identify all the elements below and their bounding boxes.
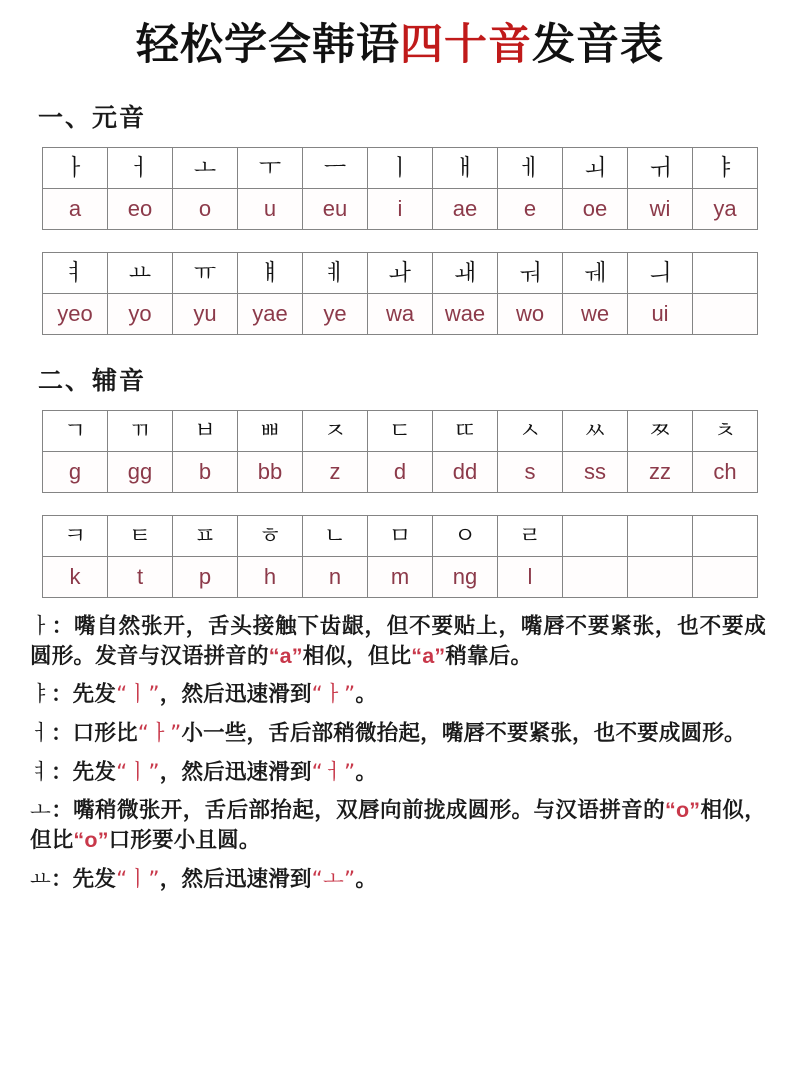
note-eo xyxy=(30,719,766,749)
romanization-cell: ya xyxy=(693,189,758,230)
note-segment: 口形要小且圆。 xyxy=(108,827,261,852)
note-segment: “ㅗ” xyxy=(311,866,356,892)
note-segment: 。 xyxy=(355,759,378,784)
note-segment: “a” xyxy=(411,643,446,668)
page-title-part2: 发音表 xyxy=(532,21,664,69)
note-segment: ：口形比 xyxy=(50,720,138,745)
hangul-cell: ㅏ xyxy=(43,148,108,189)
hangul-cell: ㅔ xyxy=(498,148,563,189)
note-segment: ㅏ xyxy=(30,614,51,639)
table-row-glyphs xyxy=(43,411,758,452)
hangul-cell: ㅇ xyxy=(433,516,498,557)
hangul-cell: ㅅ xyxy=(498,411,563,452)
note-segment: “o” xyxy=(73,827,109,852)
hangul-cell: ㅠ xyxy=(173,253,238,294)
section-heading-consonants: 二、辅音 xyxy=(38,367,147,395)
note-segment: “o” xyxy=(665,798,701,823)
hangul-cell: ㅃ xyxy=(238,411,303,452)
note-segment: “ㅏ” xyxy=(311,682,356,708)
page-title-highlight: 四十音 xyxy=(400,21,532,69)
hangul-cell: ㅎ xyxy=(238,516,303,557)
romanization-cell: p xyxy=(173,557,238,598)
hangul-cell: ㅈ xyxy=(303,411,368,452)
vowel-table-2-wrapper xyxy=(0,252,800,335)
note-segment: ㅕ xyxy=(30,759,51,785)
hangul-cell: ㅓ xyxy=(108,148,173,189)
romanization-cell: t xyxy=(108,557,173,598)
page-title xyxy=(0,0,800,67)
page-title-part1: 轻松学会韩语 xyxy=(136,21,400,69)
section-heading-vowels: 一、元音 xyxy=(38,104,147,132)
note-segment: ㅑ xyxy=(30,682,51,708)
note-segment: ：嘴稍微张开，舌后部抬起，双唇向前拢成圆形。与汉语拼音的 xyxy=(50,798,665,823)
note-segment: ，然后迅速滑到 xyxy=(159,759,312,784)
romanization-cell: l xyxy=(498,557,563,598)
consonant-table-2 xyxy=(42,515,758,598)
romanization-cell: d xyxy=(368,452,433,493)
romanization-cell: bb xyxy=(238,452,303,493)
hangul-cell: ㅌ xyxy=(108,516,173,557)
romanization-cell: n xyxy=(303,557,368,598)
romanization-cell: eo xyxy=(108,189,173,230)
hangul-cell: ㅣ xyxy=(368,148,433,189)
hangul-cell xyxy=(693,253,758,294)
romanization-cell: yeo xyxy=(43,294,108,335)
note-segment: ㅗ xyxy=(30,798,51,824)
romanization-cell: wa xyxy=(368,294,433,335)
romanization-cell: ss xyxy=(563,452,628,493)
note-a xyxy=(30,612,766,671)
romanization-cell: m xyxy=(368,557,433,598)
hangul-cell: ㅒ xyxy=(238,253,303,294)
romanization-cell: eu xyxy=(303,189,368,230)
hangul-cell: ㅉ xyxy=(628,411,693,452)
note-segment: ，然后迅速滑到 xyxy=(159,866,312,891)
note-segment: ：先发 xyxy=(50,866,117,891)
romanization-cell: g xyxy=(43,452,108,493)
hangul-cell: ㅁ xyxy=(368,516,433,557)
note-segment: ：嘴自然张开，舌头接触下齿龈，但不要贴上，嘴唇不要紧张，也不要成圆形。发音与汉语拼音的 xyxy=(30,614,766,668)
note-segment: 相似，但比 xyxy=(30,798,766,852)
romanization-cell xyxy=(628,557,693,598)
romanization-cell: s xyxy=(498,452,563,493)
hangul-cell: ㄷ xyxy=(368,411,433,452)
hangul-cell: ㅖ xyxy=(303,253,368,294)
hangul-cell: ㄹ xyxy=(498,516,563,557)
romanization-cell: z xyxy=(303,452,368,493)
romanization-cell: a xyxy=(43,189,108,230)
romanization-cell: e xyxy=(498,189,563,230)
hangul-cell: ㄲ xyxy=(108,411,173,452)
romanization-cell: wo xyxy=(498,294,563,335)
hangul-cell xyxy=(628,516,693,557)
romanization-cell: zz xyxy=(628,452,693,493)
note-segment: ，然后迅速滑到 xyxy=(159,682,312,707)
table-row-romanizations xyxy=(43,452,758,493)
hangul-cell: ㅑ xyxy=(693,148,758,189)
hangul-cell: ㅋ xyxy=(43,516,108,557)
note-segment: 小一些，舌后部稍微抬起，嘴唇不要紧张，也不要成圆形。 xyxy=(181,720,746,745)
note-segment: ㅛ xyxy=(30,866,51,892)
note-yeo xyxy=(30,758,766,788)
hangul-cell: ㅍ xyxy=(173,516,238,557)
romanization-cell: wi xyxy=(628,189,693,230)
vowel-table-1-wrapper xyxy=(0,147,800,230)
note-segment: 稍靠后。 xyxy=(445,643,533,668)
romanization-cell: ae xyxy=(433,189,498,230)
hangul-cell: ㄸ xyxy=(433,411,498,452)
hangul-cell: ㅜ xyxy=(238,148,303,189)
romanization-cell: yae xyxy=(238,294,303,335)
hangul-cell: ㅟ xyxy=(628,148,693,189)
romanization-cell: h xyxy=(238,557,303,598)
hangul-cell: ㅛ xyxy=(108,253,173,294)
pronunciation-notes xyxy=(0,598,800,894)
consonant-table-1-wrapper xyxy=(0,410,800,493)
table-row-romanizations xyxy=(43,189,758,230)
romanization-cell: wae xyxy=(433,294,498,335)
note-segment: “ㅣ” xyxy=(116,759,160,785)
hangul-cell: ㄱ xyxy=(43,411,108,452)
table-row-glyphs xyxy=(43,253,758,294)
hangul-cell: ㅊ xyxy=(693,411,758,452)
romanization-cell: ng xyxy=(433,557,498,598)
romanization-cell: o xyxy=(173,189,238,230)
hangul-cell: ㄴ xyxy=(303,516,368,557)
romanization-cell: ch xyxy=(693,452,758,493)
note-segment: “a” xyxy=(268,643,303,668)
consonant-table-2-wrapper xyxy=(0,515,800,598)
note-segment: ㅓ xyxy=(30,720,51,746)
romanization-cell: ye xyxy=(303,294,368,335)
romanization-cell: b xyxy=(173,452,238,493)
note-yo xyxy=(30,865,766,895)
hangul-cell: ㅡ xyxy=(303,148,368,189)
vowel-table-1 xyxy=(42,147,758,230)
hangul-cell: ㅂ xyxy=(173,411,238,452)
romanization-cell: oe xyxy=(563,189,628,230)
note-segment: “ㅣ” xyxy=(116,866,160,892)
note-segment: 相似，但比 xyxy=(302,643,412,668)
note-segment: ：先发 xyxy=(50,682,117,707)
note-ya xyxy=(30,680,766,710)
note-segment: ：先发 xyxy=(50,759,117,784)
hangul-cell: ㅚ xyxy=(563,148,628,189)
romanization-cell xyxy=(563,557,628,598)
romanization-cell: yu xyxy=(173,294,238,335)
romanization-cell: ui xyxy=(628,294,693,335)
hangul-cell: ㅙ xyxy=(433,253,498,294)
note-o xyxy=(30,796,766,855)
vowel-table-2 xyxy=(42,252,758,335)
romanization-cell: k xyxy=(43,557,108,598)
note-segment: 。 xyxy=(355,866,378,891)
hangul-cell: ㅞ xyxy=(563,253,628,294)
romanization-cell: gg xyxy=(108,452,173,493)
romanization-cell xyxy=(693,557,758,598)
hangul-cell xyxy=(693,516,758,557)
romanization-cell: u xyxy=(238,189,303,230)
hangul-cell xyxy=(563,516,628,557)
table-row-glyphs xyxy=(43,516,758,557)
hangul-cell: ㅢ xyxy=(628,253,693,294)
hangul-cell: ㅘ xyxy=(368,253,433,294)
note-segment: “ㅏ” xyxy=(137,720,182,746)
table-row-romanizations xyxy=(43,294,758,335)
note-segment: 。 xyxy=(355,682,378,707)
hangul-cell: ㅐ xyxy=(433,148,498,189)
note-segment: “ㅓ” xyxy=(311,759,356,785)
hangul-cell: ㅕ xyxy=(43,253,108,294)
hangul-cell: ㅝ xyxy=(498,253,563,294)
hangul-cell: ㅗ xyxy=(173,148,238,189)
romanization-cell: dd xyxy=(433,452,498,493)
romanization-cell: we xyxy=(563,294,628,335)
consonant-table-1 xyxy=(42,410,758,493)
romanization-cell xyxy=(693,294,758,335)
hangul-cell: ㅆ xyxy=(563,411,628,452)
note-segment: “ㅣ” xyxy=(116,682,160,708)
romanization-cell: yo xyxy=(108,294,173,335)
romanization-cell: i xyxy=(368,189,433,230)
table-row-romanizations xyxy=(43,557,758,598)
table-row-glyphs xyxy=(43,148,758,189)
